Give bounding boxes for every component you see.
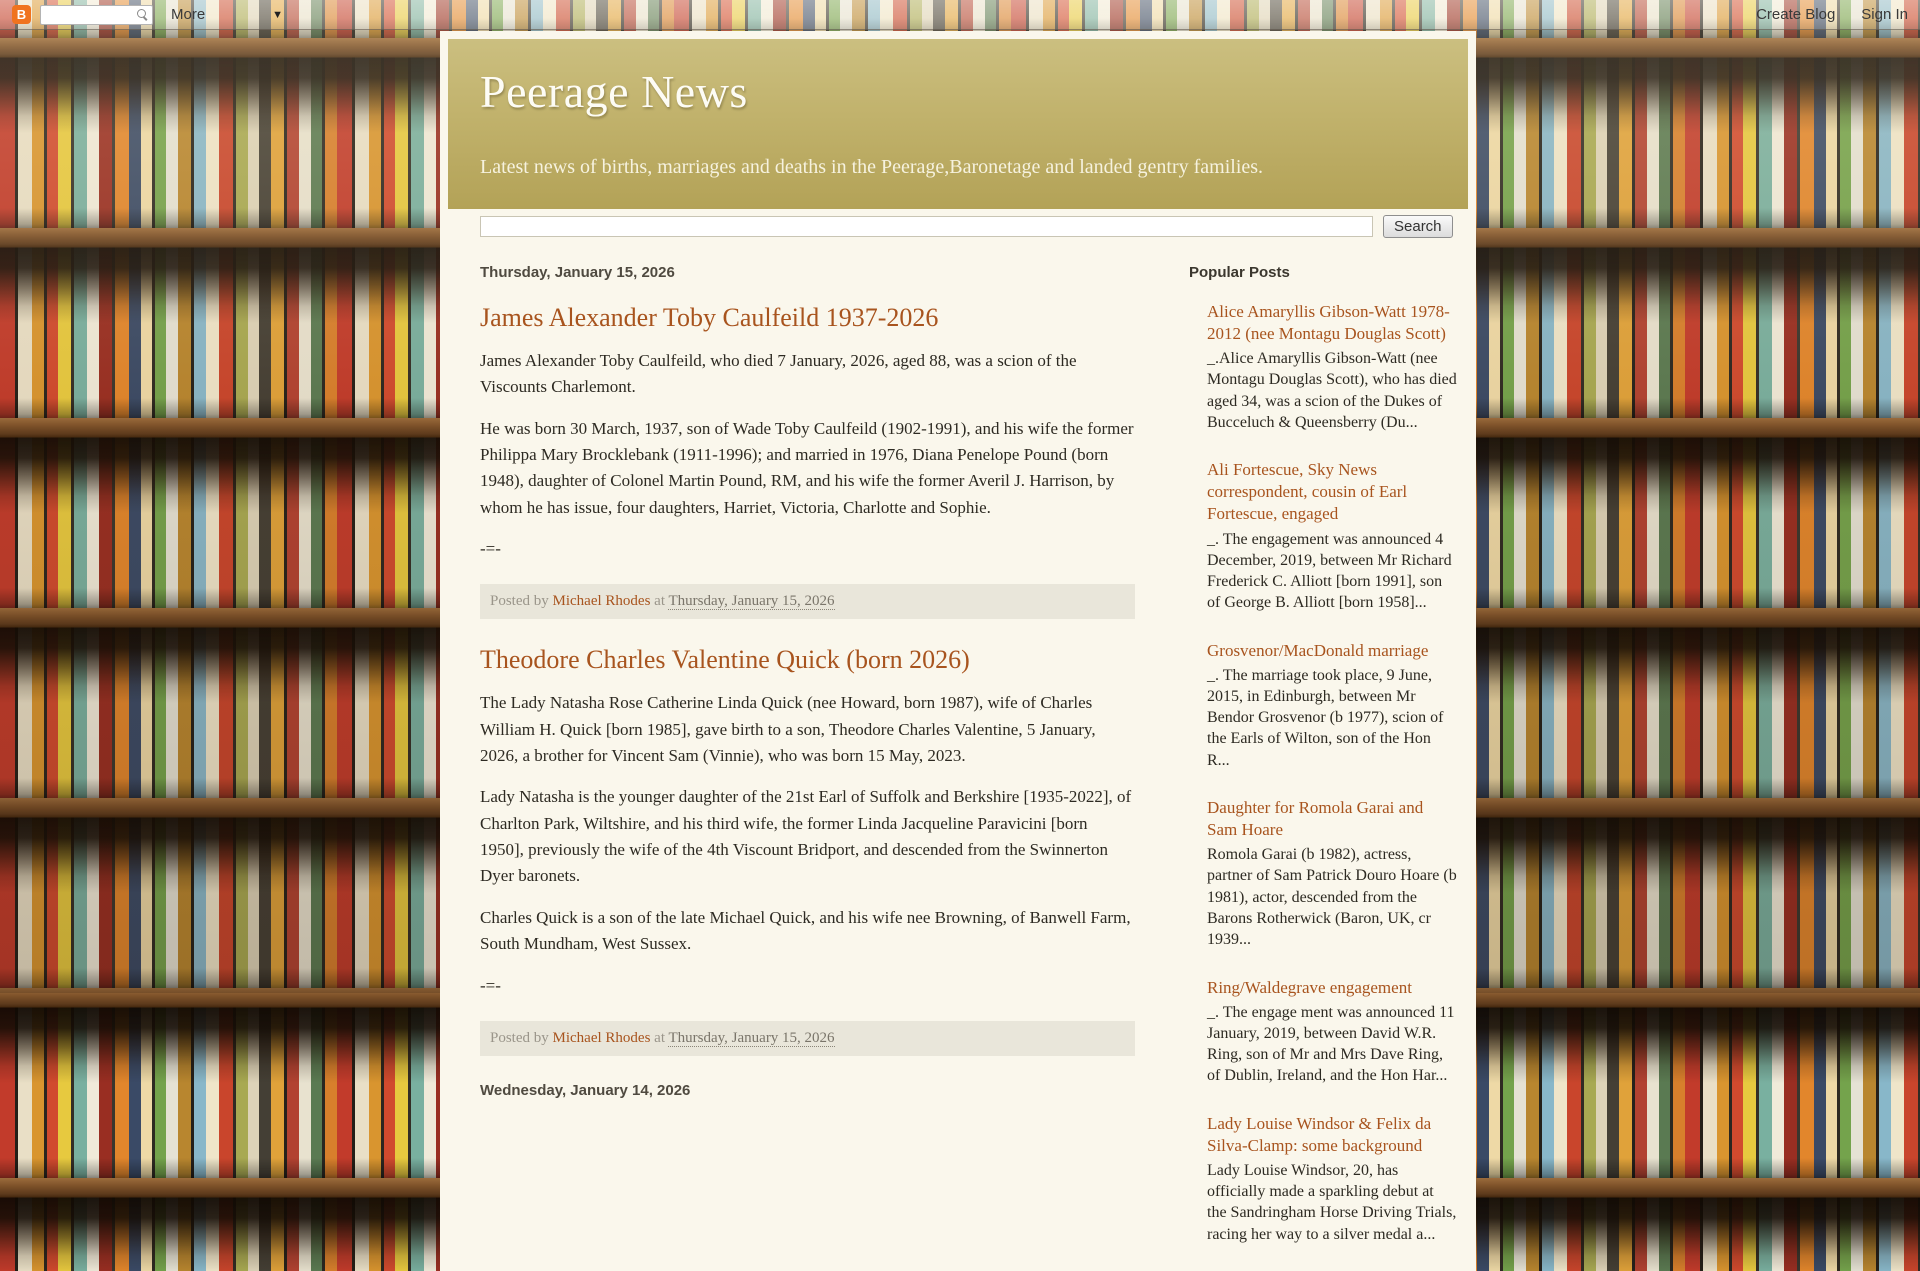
create-blog-link[interactable]: Create Blog [1756,6,1836,23]
popular-post-item [1207,459,1457,613]
post-paragraph: He was born 30 March, 1937, son of Wade Toby Caulfeild (1902-1991), and his wife the former Philippa Mary Brocklebank (1911-1996); and married in 1976, Diana Penelope Pound (born 1948), daughter of Colonel Martin Pound, RM, and his wife the former Averil J. Harrison, by whom he has issue, four daughters, Harriet, Victoria, Charlotte and Sophie. [480,418,1134,517]
post-title-link[interactable]: James Alexander Toby Caulfeild 1937-2026 [480,303,939,332]
popular-post-snippet: Lady Louise Windsor, 20, has officially made a sparkling debut at the Sandringham Horse Driving Trials, racing her way to a silver medal a... [1207,1161,1457,1243]
blog-title[interactable]: Peerage News [480,66,748,117]
sign-in-link[interactable]: Sign In [1861,6,1908,23]
page-wrapper [440,31,1476,1271]
popular-post-snippet: _. The marriage took place, 9 June, 2015, in Edinburgh, between Mr Bendor Grosvenor (b 1977), scion of the Earls of Wilton, son of the Hon R... [1207,666,1444,769]
timestamp-link[interactable]: Thursday, January 15, 2026 [668,593,835,610]
post-paragraph: Lady Natasha is the younger daughter of the 21st Earl of Suffolk and Berkshire [1935-2022], of Charlton Park, Wiltshire, and his third wife, the former Linda Jacqueline Paravicini [born 1950], previously the wife of the 4th Viscount Bridport, and descended from the Swinnerton Dyer baronets. [480,787,1132,886]
popular-post-item [1207,977,1457,1087]
popular-post-snippet: _.Alice Amaryllis Gibson-Watt (nee Montagu Douglas Scott), who has died aged 34, was a scion of the Dukes of Bucceluch & Queensberry (Du... [1207,350,1457,431]
popular-post-item [1207,1113,1457,1245]
author-link[interactable]: Michael Rhodes [552,593,651,610]
blog-search-bar [448,215,1468,238]
popular-post-link[interactable]: Daughter for Romola Garai and Sam Hoare [1207,798,1424,840]
blog-search-button[interactable]: Search [1383,215,1453,238]
popular-post-link[interactable]: Grosvenor/MacDonald marriage [1207,640,1429,660]
post-title-link[interactable]: Theodore Charles Valentine Quick (born 2026) [480,645,970,675]
popular-post-item [1207,301,1457,433]
blogger-logo-icon[interactable]: B [12,5,31,24]
content-area [448,264,1468,1271]
blog-search-input[interactable] [480,216,1373,237]
blogger-navbar [0,0,1920,30]
popular-post-snippet: _. The engage ment was announced 11 January, 2019, between David W.R. Ring, son of Mr and Mrs Dave Ring, of Dublin, Ireland, and the Hon Har... [1207,1003,1455,1085]
popular-posts-title: Popular Posts [1189,264,1290,281]
post [480,645,1135,1055]
navbar-search-input[interactable] [46,7,137,22]
timestamp-link[interactable]: Thursday, January 15, 2026 [668,1029,835,1046]
post-paragraph: James Alexander Toby Caulfeild, who died 7 January, 2026, aged 88, was a scion of the Viscounts Charlemont. [480,351,1077,397]
popular-post-snippet: Romola Garai (b 1982), actress, partner of Sam Patrick Douro Hoare (b 1981), actor, descended from the Barons Rotherwick (Baron, UK, cr 1939... [1207,846,1457,949]
navbar-more-dropdown[interactable] [171,6,283,23]
search-icon[interactable] [137,9,149,21]
popular-post-snippet: _. The engagement was announced 4 December, 2019, between Mr Richard Frederick C. Alliott [born 1991], son of George B. Alliott [born 1958]... [1207,530,1452,612]
popular-post-link[interactable]: Lady Louise Windsor & Felix da Silva-Clamp: some background [1207,1113,1432,1155]
post-separator: -=- [480,539,501,559]
popular-post-item [1207,640,1457,771]
navbar-search-box[interactable] [40,5,153,25]
post-paragraph: Charles Quick is a son of the late Michael Quick, and his wife nee Browning, of Banwell Farm, South Mundham, West Sussex. [480,907,1131,954]
popular-post-item [1207,797,1457,951]
at-label: at [654,593,665,610]
popular-post-link[interactable]: Alice Amaryllis Gibson-Watt 1978-2012 (nee Montagu Douglas Scott) [1207,302,1450,344]
post-paragraph: The Lady Natasha Rose Catherine Linda Quick (nee Howard, born 1987), wife of Charles William H. Quick [born 1985], gave birth to a son, Theodore Charles Valentine, 5 January, 2026, a brother for Vincent Sam (Vinnie), who was born 15 May, 2023. [480,693,1096,766]
post-separator: -=- [480,975,501,995]
post-date-header: Thursday, January 15, 2026 [480,264,675,281]
popular-post-link[interactable]: Ring/Waldegrave engagement [1207,977,1412,997]
posted-by-label: Posted by [490,593,549,610]
post-footer [480,584,1135,619]
post-date-header: Wednesday, January 14, 2026 [480,1081,691,1099]
post-footer [480,1021,1135,1056]
at-label: at [654,1029,665,1046]
chevron-down-icon: ▼ [272,8,283,21]
post [480,303,1135,619]
post-body [480,348,1135,562]
sidebar [1189,264,1457,1271]
author-link[interactable]: Michael Rhodes [552,1029,651,1046]
blog-subtitle: Latest news of births, marriages and deaths in the Peerage,Baronetage and landed gentry families. [480,156,1264,178]
more-label: More [171,6,206,23]
popular-post-link[interactable]: Ali Fortescue, Sky News correspondent, cousin of Earl Fortescue, engaged [1207,460,1408,524]
posted-by-label: Posted by [490,1029,549,1046]
blog-header [448,39,1468,209]
posts-column [480,264,1135,1271]
post-body [480,690,1135,998]
